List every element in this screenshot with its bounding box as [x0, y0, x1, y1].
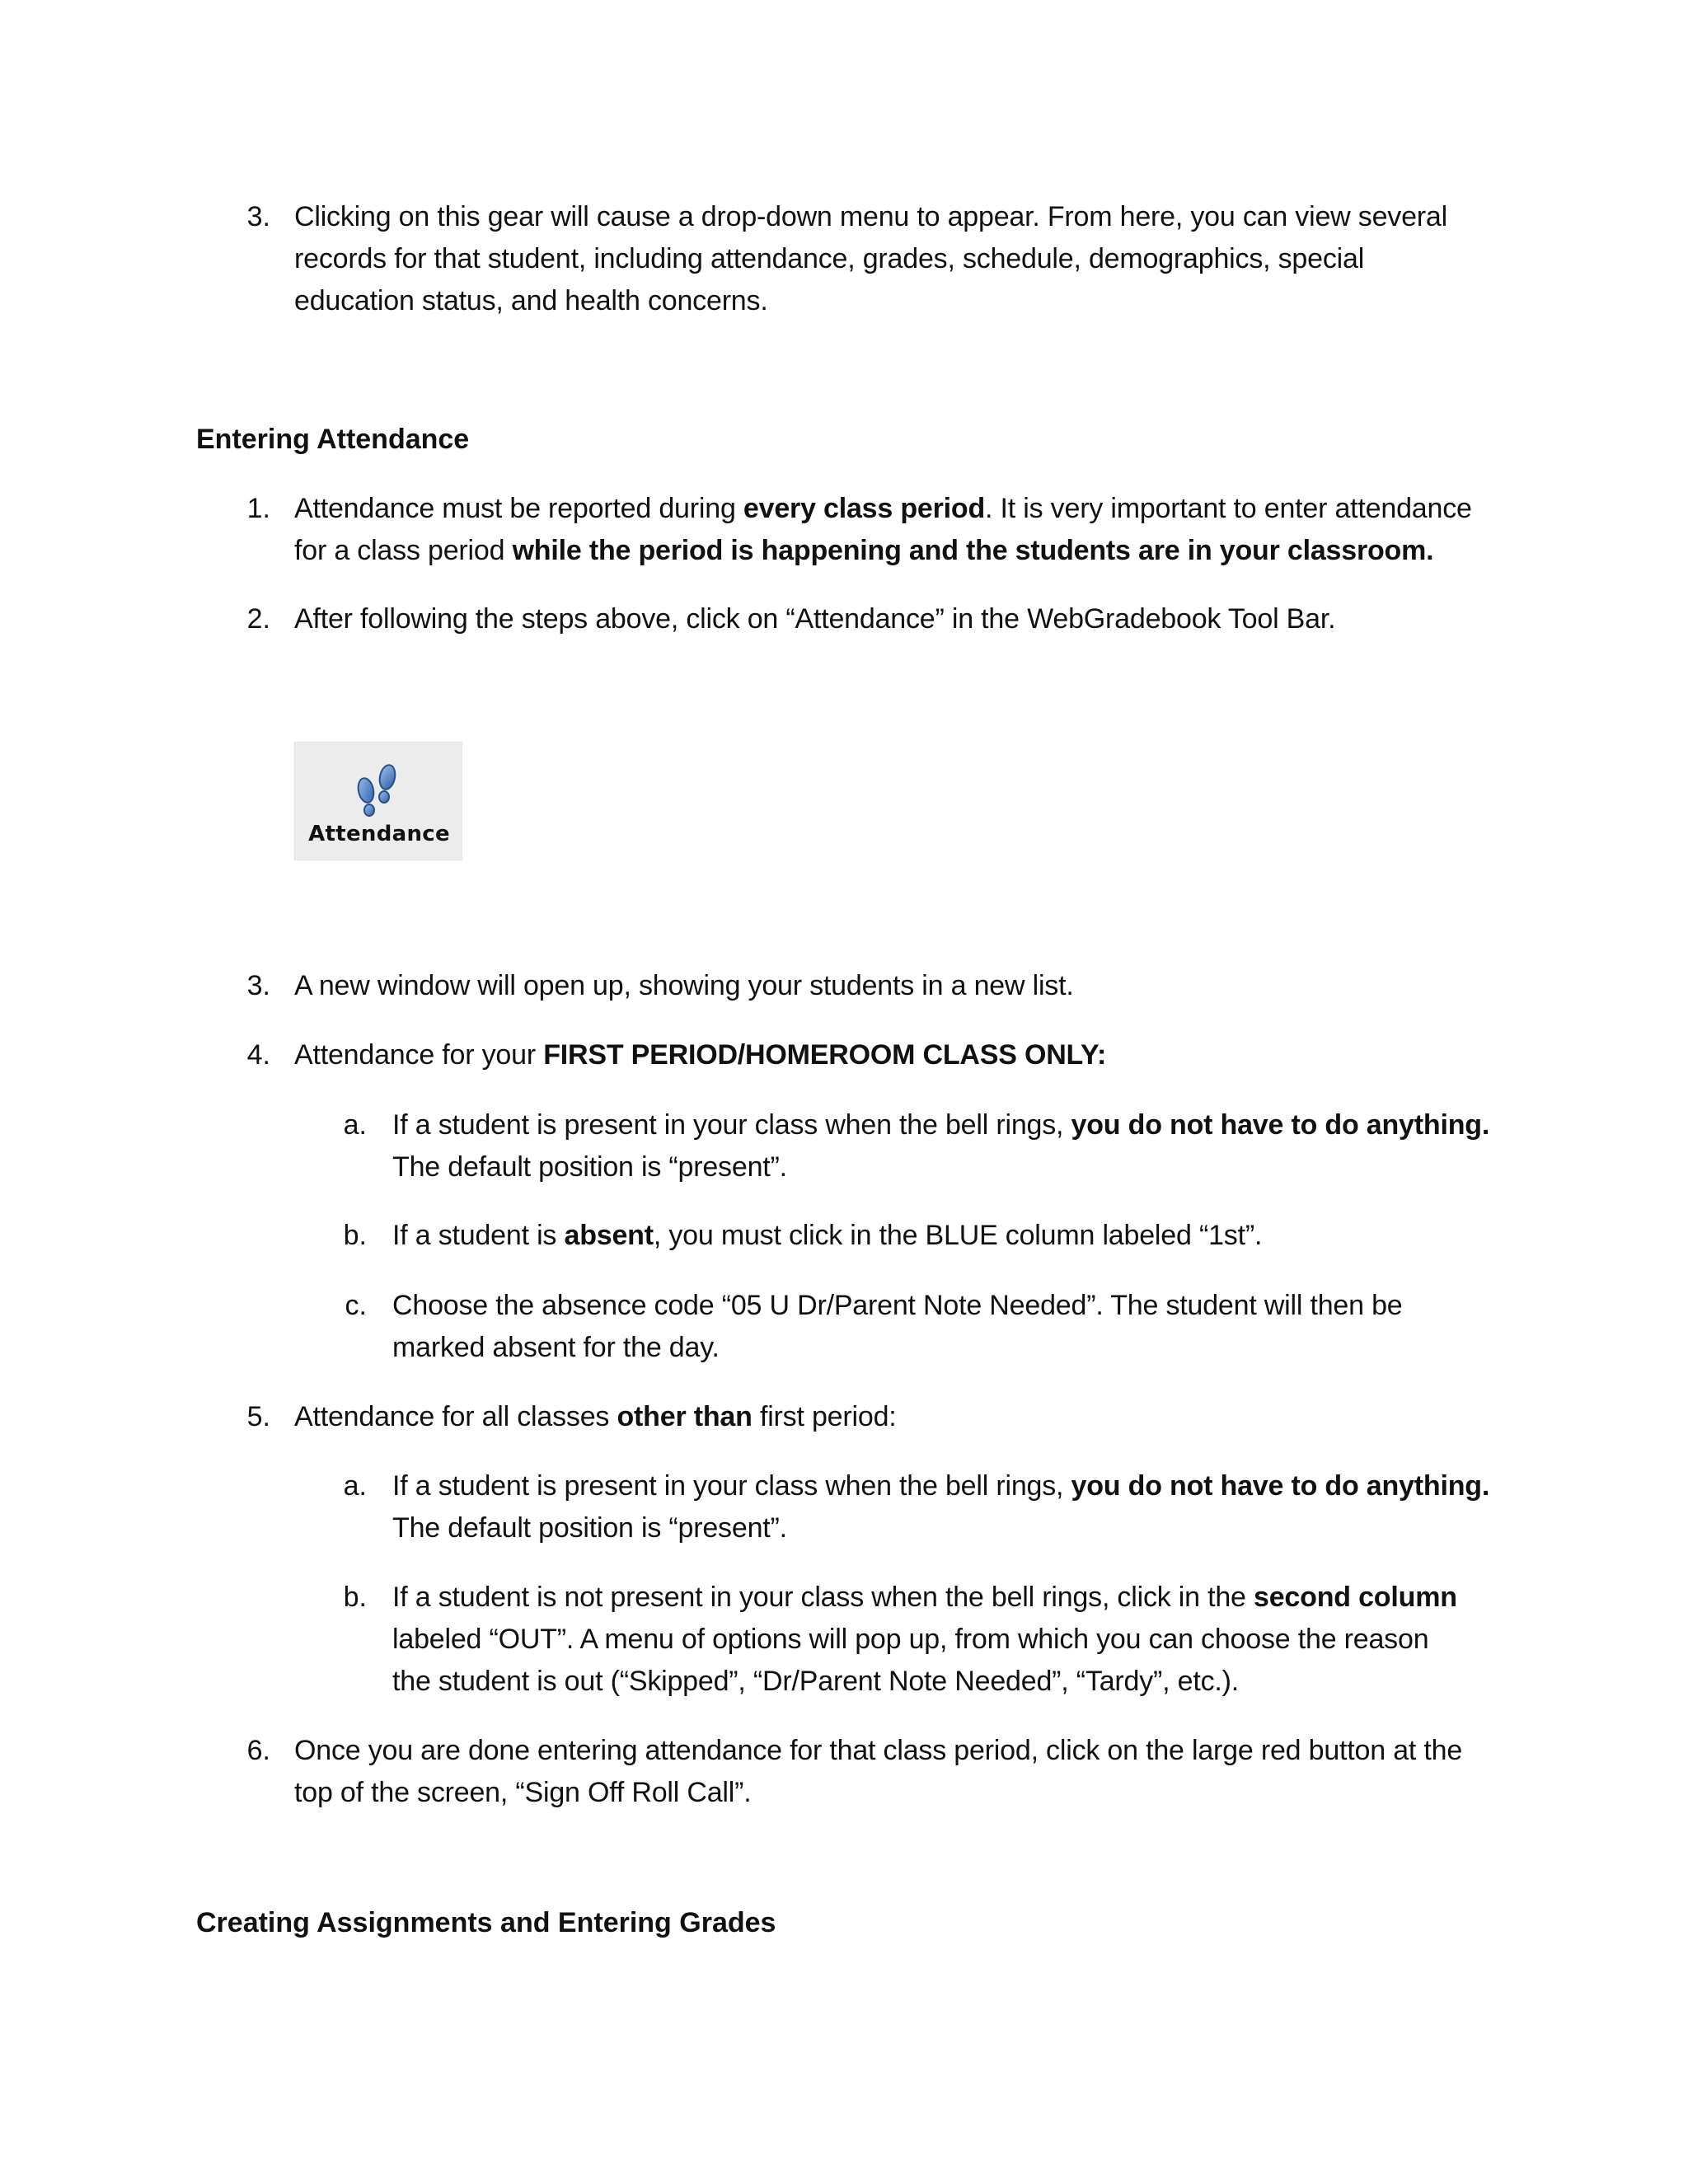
list-number: 3.: [246, 201, 270, 232]
list-letter: b.: [343, 1582, 367, 1613]
text-run-bold: while the period is happening and the students are in your classroom.: [512, 535, 1434, 566]
attendance-button-label: Attendance: [308, 822, 450, 846]
item4c-line-1: Choose the absence code “05 U Dr/Parent Note Needed”. The student will then be: [392, 1290, 1403, 1321]
item4a-line-2: The default position is “present”.: [392, 1151, 787, 1183]
footprints-icon: [351, 761, 409, 820]
text-run: Attendance must be reported during: [294, 493, 743, 524]
attendance-toolbar-button: [294, 742, 462, 860]
text-run: If a student is: [392, 1220, 565, 1251]
gear-item-line-3: education status, and health concerns.: [294, 285, 768, 316]
item4-line: [294, 1034, 1106, 1076]
text-run: If a student is present in your class when the bell rings,: [392, 1109, 1071, 1141]
text-run: Attendance for your: [294, 1039, 544, 1071]
list-number: 3.: [246, 970, 270, 1001]
list-number: 2.: [246, 603, 270, 635]
list-letter: a.: [343, 1109, 367, 1141]
section-heading-attendance: Entering Attendance: [196, 424, 470, 455]
text-run-bold: every class period: [743, 493, 986, 524]
item6-line-2: top of the screen, “Sign Off Roll Call”.: [294, 1777, 752, 1808]
item6-line-1: Once you are done entering attendance for that class period, click on the large red button at the: [294, 1735, 1463, 1766]
text-run-bold: second column: [1254, 1582, 1457, 1613]
item5a-line-1: [392, 1465, 1489, 1507]
list-number: 1.: [246, 493, 270, 524]
list-letter: c.: [345, 1290, 367, 1321]
text-run: , you must click in the BLUE column labeled “1st”.: [653, 1220, 1263, 1251]
item4c-line-2: marked absent for the day.: [392, 1332, 720, 1363]
text-run-bold: absent: [564, 1220, 654, 1251]
text-run: first period:: [752, 1401, 897, 1432]
list-number: 6.: [246, 1735, 270, 1766]
item1-line-1: [294, 488, 1472, 530]
text-run: If a student is not present in your class when the bell rings, click in the: [392, 1582, 1254, 1613]
item5a-line-2: The default position is “present”.: [392, 1512, 787, 1544]
item5-line: [294, 1396, 897, 1438]
list-number: 4.: [246, 1039, 270, 1071]
text-run-bold: you do not have to do anything.: [1071, 1109, 1490, 1141]
text-run: . It is very important to enter attendance: [985, 493, 1472, 524]
item4a-line-1: [392, 1104, 1489, 1146]
gear-item-line-2: records for that student, including attendance, grades, schedule, demographics, special: [294, 243, 1365, 274]
item2-line: After following the steps above, click on “Attendance” in the WebGradebook Tool Bar.: [294, 603, 1336, 635]
text-run: If a student is present in your class when the bell rings,: [392, 1470, 1071, 1502]
item5b-line-3: the student is out (“Skipped”, “Dr/Parent Note Needed”, “Tardy”, etc.).: [392, 1666, 1240, 1697]
text-run-bold: you do not have to do anything.: [1071, 1470, 1490, 1502]
text-run: for a class period: [294, 535, 513, 566]
text-run-bold: other than: [617, 1401, 753, 1432]
list-number: 5.: [246, 1401, 270, 1432]
text-run-bold: FIRST PERIOD/HOMEROOM CLASS ONLY:: [543, 1039, 1107, 1071]
list-letter: b.: [343, 1220, 367, 1251]
item5b-line-2: labeled “OUT”. A menu of options will pop up, from which you can choose the reason: [392, 1624, 1429, 1655]
section-heading-grades: Creating Assignments and Entering Grades: [196, 1907, 776, 1938]
list-letter: a.: [343, 1470, 367, 1502]
item5b-line-1: [392, 1577, 1457, 1619]
gear-item-line-1: Clicking on this gear will cause a drop-down menu to appear. From here, you can view several: [294, 201, 1447, 232]
item1-line-2: [294, 530, 1433, 572]
item3-line: A new window will open up, showing your students in a new list.: [294, 970, 1074, 1001]
text-run: Attendance for all classes: [294, 1401, 617, 1432]
item4b-line: [392, 1215, 1262, 1257]
